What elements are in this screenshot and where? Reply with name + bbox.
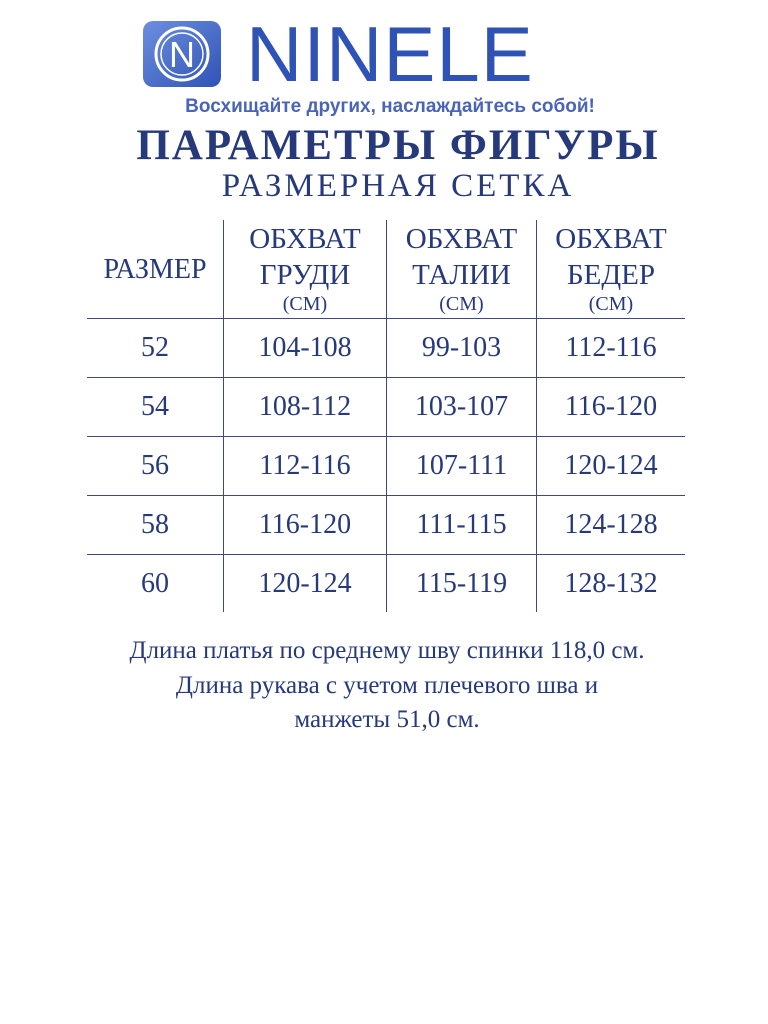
- page-title: ПАРАМЕТРЫ ФИГУРЫ: [136, 122, 660, 169]
- size-cell: 60: [141, 568, 169, 599]
- header-line: ОБХВАТ: [555, 223, 667, 255]
- hips-cell: 124-128: [564, 509, 658, 540]
- size-cell: 56: [141, 450, 169, 481]
- chest-cell: 112-116: [259, 450, 351, 481]
- waist-cell: 103-107: [414, 391, 509, 422]
- row-divider: [87, 436, 685, 437]
- waist-cell: 99-103: [421, 332, 502, 363]
- size-column-header: РАЗМЕР: [103, 254, 207, 285]
- hips-cell: 128-132: [564, 568, 658, 599]
- size-cell: 52: [141, 332, 169, 363]
- header-line: БЕДЕР: [567, 259, 655, 291]
- waist-cell: 115-119: [415, 568, 508, 599]
- size-cell: 58: [141, 509, 169, 540]
- waist-column-header: [387, 221, 536, 315]
- header-unit: (СМ): [588, 293, 634, 315]
- hips-cell: 112-116: [565, 332, 657, 363]
- chest-cell: 104-108: [258, 332, 352, 363]
- header-unit: (СМ): [282, 293, 328, 315]
- row-divider: [87, 554, 685, 555]
- sleeve-length-note: Длина рукава с учетом плечевого шва и: [175, 672, 599, 699]
- hips-cell: 116-120: [564, 391, 658, 422]
- brand-logo: [142, 10, 642, 100]
- chest-column-header: [224, 221, 386, 315]
- ninele-logo-icon: [142, 20, 222, 88]
- hips-column-header: [537, 221, 685, 315]
- chest-cell: 108-112: [258, 391, 352, 422]
- logo-letter: N: [169, 34, 195, 75]
- page-subtitle: РАЗМЕРНАЯ СЕТКА: [221, 168, 575, 204]
- header-line: ТАЛИИ: [412, 259, 511, 291]
- header-line: ОБХВАТ: [249, 223, 361, 255]
- brand-tagline: Восхищайте других, наслаждайтесь собой!: [185, 96, 595, 117]
- chest-cell: 116-120: [258, 509, 352, 540]
- row-divider: [87, 377, 685, 378]
- waist-cell: 107-111: [415, 450, 508, 481]
- header-line: ГРУДИ: [259, 259, 351, 291]
- waist-cell: 111-115: [416, 509, 507, 540]
- hips-cell: 120-124: [564, 450, 658, 481]
- sleeve-length-note-cont: манжеты 51,0 см.: [294, 706, 480, 733]
- row-divider: [87, 318, 685, 319]
- row-divider: [87, 495, 685, 496]
- header-line: ОБХВАТ: [405, 223, 518, 255]
- chest-cell: 120-124: [258, 568, 352, 599]
- header-unit: (СМ): [439, 293, 484, 315]
- size-cell: 54: [141, 391, 169, 422]
- brand-wordmark: NINELE: [246, 10, 534, 98]
- dress-length-note: Длина платья по среднему шву спинки 118,0 см.: [129, 637, 645, 664]
- size-chart-table: [87, 220, 685, 612]
